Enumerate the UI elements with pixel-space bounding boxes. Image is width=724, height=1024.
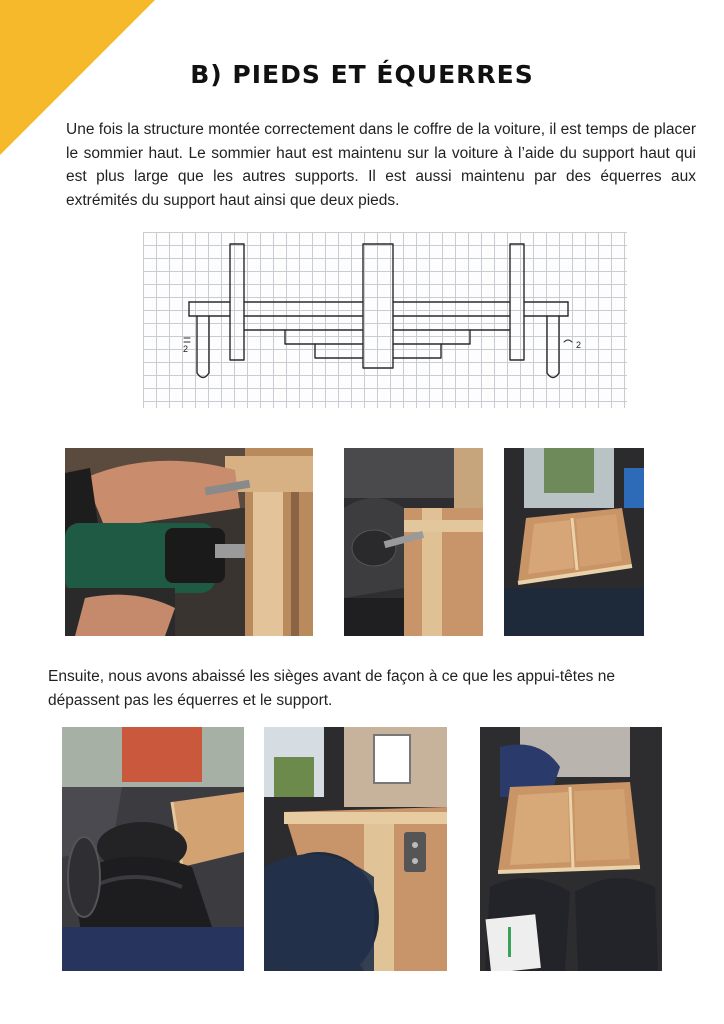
right-leg-mark: 2: [576, 340, 582, 350]
photo-structure-from-rear: [480, 727, 662, 971]
right-post: [510, 244, 524, 360]
section-title: B) PIEDS ET ÉQUERRES: [190, 60, 534, 89]
graph-paper-sketch: [143, 232, 627, 408]
intro-paragraph: Une fois la structure montée correctement dans le coffre de la voiture, il est temps de placer le sommier haut. Le sommier haut est maintenu sur la voiture à l’aide du support haut qui est plus large que les autres supports. Il est aussi maintenu par des équerres aux extrémités du support haut ainsi que deux pieds.: [66, 121, 696, 209]
photo-headrest-below-support: [264, 727, 447, 971]
support-drawing: [143, 232, 627, 408]
photo-structure-in-trunk: [504, 448, 644, 636]
second-paragraph: Ensuite, nous avons abaissé les sièges avant de façon à ce que les appui-têtes ne dépassent pas les équerres et le support.: [48, 668, 615, 709]
left-post: [230, 244, 244, 360]
left-leg-mark: 2: [183, 344, 189, 354]
photo-front-seats-lowered: [62, 727, 244, 971]
photo-bracket-on-support: [344, 448, 483, 636]
photo-drilling-bracket: [65, 448, 313, 636]
center-post: [363, 244, 393, 368]
